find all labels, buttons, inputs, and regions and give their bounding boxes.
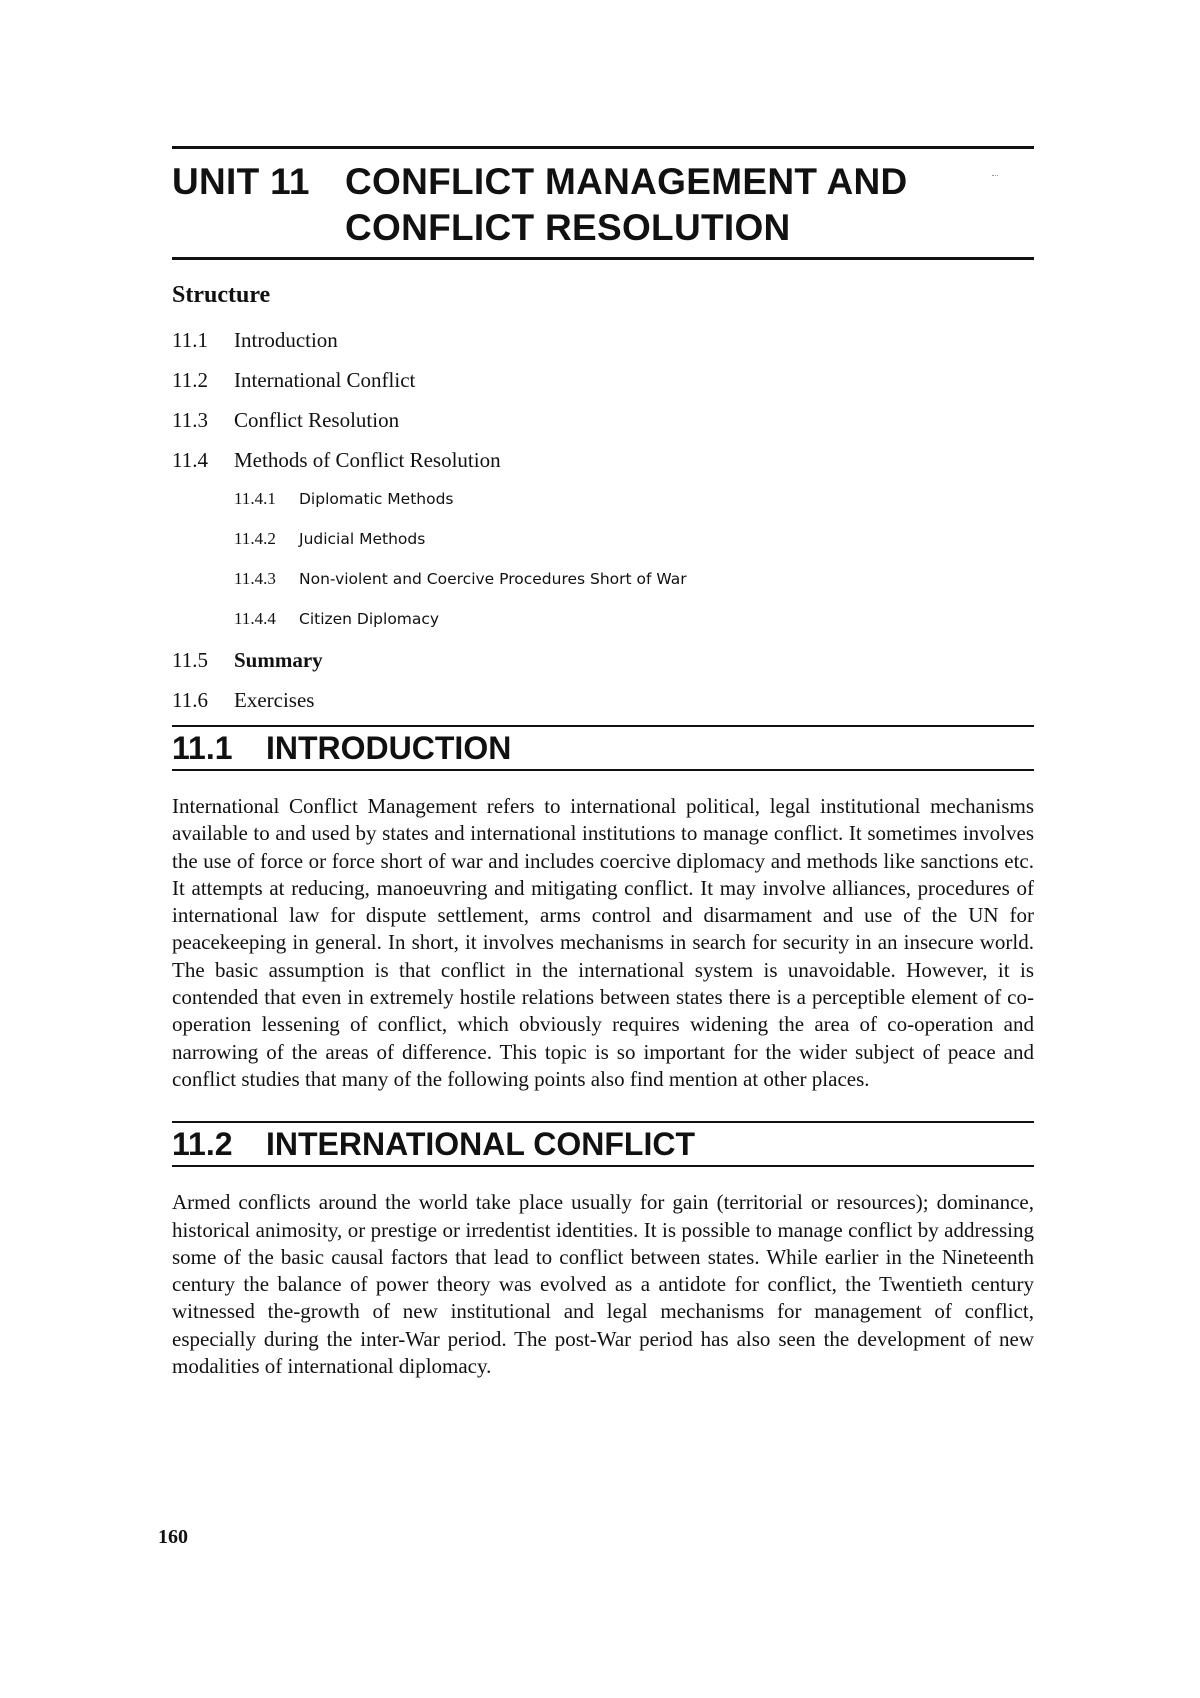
toc-item-number: 11.6	[172, 688, 208, 712]
section-number: 11.2	[172, 1126, 233, 1163]
toc-subitem-label: Diplomatic Methods	[299, 490, 454, 508]
scan-speck	[992, 175, 998, 180]
toc-item-number: 11.2	[172, 368, 208, 392]
section-number: 11.1	[172, 730, 233, 766]
toc-subitem	[172, 607, 1034, 647]
section-paragraph: International Conflict Management refers to international political, legal institutional mechanisms available to and used by states and international institutions to manage conflict. It sometimes involves the use of force or force short of war and includes coercive diplomacy and methods like sanctions etc. It attempts at reducing, manoeuvring and mitigating conflict. It may involve alliances, procedures of international law for dispute settlement, arms control and disarmament and use of the UN for peacekeeping in general. In short, it involves mechanisms in search for security in an insecure world. The basic assumption is that conflict in the international system is unavoidable. However, it is contended that even in extremely hostile relations between states there is a perceptible element of co-operation lessening of conflict, which obviously requires widening the area of co-operation and narrowing of the areas of difference. This topic is so important for the wider subject of peace and conflict studies that many of the following points also find mention at other places.	[172, 794, 1034, 1091]
section-paragraph: Armed conflicts around the world take place usually for gain (territorial or resources); dominance, historical animosity, or prestige or irredentist identities. It is possible to manage conflict by addressing some of the basic causal factors that lead to conflict between states. While earlier in the Nineteenth century the balance of power theory was evolved as a antidote for conflict, the Twentieth century witnessed the-growth of new institutional and legal mechanisms for management of conflict, especially during the inter-War period. The post-War period has also seen the development of new modalities of international diplomacy.	[172, 1190, 1034, 1379]
unit-title-line-1	[172, 159, 1034, 205]
toc-subitem-number: 11.4.1	[234, 489, 276, 508]
toc-item	[172, 447, 1034, 487]
section-title: INTRODUCTION	[266, 730, 512, 766]
toc-item-label: Summary	[234, 648, 323, 672]
toc-item-number: 11.5	[172, 648, 208, 672]
toc-item	[172, 687, 1034, 727]
section-heading-international-conflict	[172, 1121, 1034, 1167]
toc-item	[172, 407, 1034, 447]
toc-item-label: Introduction	[234, 328, 338, 352]
toc-subitem-number: 11.4.3	[234, 569, 276, 588]
toc-subitem-label: Citizen Diplomacy	[299, 610, 440, 628]
unit-title-line-2	[172, 205, 1034, 251]
document-page	[172, 146, 1034, 1380]
toc-item-label: Methods of Conflict Resolution	[234, 448, 501, 472]
toc-item-label: Conflict Resolution	[234, 408, 400, 432]
toc-item-label: Exercises	[234, 688, 315, 712]
toc-item	[172, 327, 1034, 367]
toc-subitem	[172, 527, 1034, 567]
toc-item-number: 11.1	[172, 328, 208, 352]
section-heading-introduction	[172, 725, 1034, 771]
toc-subitem-label: Non-violent and Coercive Procedures Short of War	[299, 570, 687, 588]
section-title: INTERNATIONAL CONFLICT	[266, 1126, 695, 1163]
unit-title-block	[172, 146, 1034, 260]
toc-item-number: 11.4	[172, 448, 208, 472]
toc-item-number: 11.3	[172, 408, 208, 432]
unit-label-spacer	[172, 205, 345, 251]
toc-subitem-number: 11.4.4	[234, 609, 276, 628]
toc-item-label: International Conflict	[234, 368, 416, 392]
toc-subitem-number: 11.4.2	[234, 529, 276, 548]
toc-item	[172, 647, 1034, 687]
unit-title-text-2: CONFLICT RESOLUTION	[345, 207, 791, 248]
unit-label: UNIT 11	[172, 161, 310, 202]
structure-heading: Structure	[172, 282, 271, 308]
toc-subitem	[172, 567, 1034, 607]
toc-subitem-label: Judicial Methods	[299, 530, 426, 548]
toc-subitem	[172, 487, 1034, 527]
toc-item	[172, 367, 1034, 407]
unit-title-text-1: CONFLICT MANAGEMENT AND	[345, 161, 908, 202]
page-number: 160	[158, 1526, 188, 1548]
table-of-contents	[172, 327, 1034, 727]
